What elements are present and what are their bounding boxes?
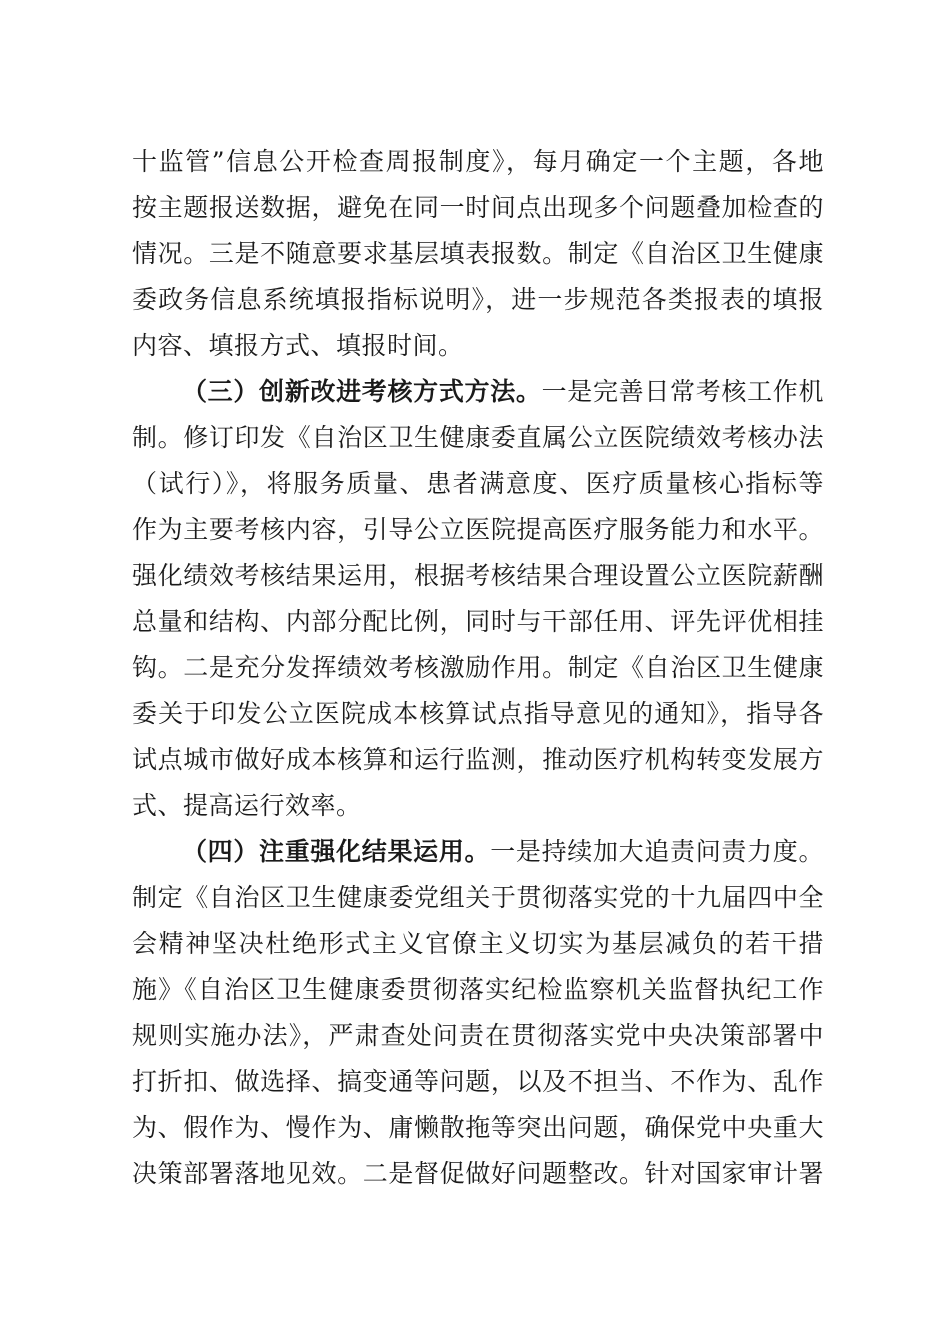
section-heading-3: （三）创新改进考核方式方法。 (182, 377, 542, 406)
paragraph-2-line-10: 式、提高运行效率。 (132, 791, 362, 820)
paragraph-3-line-8: 决策部署落地见效。二是督促做好问题整改。针对国家审计署 (132, 1159, 824, 1188)
paragraph-1-line-1: 十监管”信息公开检查周报制度》，每月确定一个主题，各地 (132, 147, 824, 176)
paragraph-1-line-2: 按主题报送数据，避免在同一时间点出现多个问题叠加检查的 (132, 193, 824, 222)
paragraph-3-first-line-text: 一是持续加大追责问责力度。 (490, 837, 824, 866)
paragraph-3-line-2: 制定《自治区卫生健康委党组关于贯彻落实党的十九届四中全 (132, 883, 824, 912)
paragraph-2-line-6: 总量和结构、内部分配比例，同时与干部任用、评先评优相挂 (132, 607, 824, 636)
paragraph-2-line-3: （试行）》，将服务质量、患者满意度、医疗质量核心指标等 (132, 469, 824, 498)
paragraph-2-line-9: 试点城市做好成本核算和运行监测，推动医疗机构转变发展方 (132, 745, 824, 774)
paragraph-3-line-3: 会精神坚决杜绝形式主义官僚主义切实为基层减负的若干措 (132, 929, 824, 958)
paragraph-2-first-line-text: 一是完善日常考核工作机 (541, 377, 824, 406)
paragraph-1-line-4: 委政务信息系统填报指标说明》，进一步规范各类报表的填报 (132, 285, 824, 314)
paragraph-3-line-5: 规则实施办法》，严肃查处问责在贯彻落实党中央决策部署中 (132, 1021, 824, 1050)
paragraph-3-line-6: 打折扣、做选择、搞变通等问题，以及不担当、不作为、乱作 (132, 1067, 824, 1096)
paragraph-3-first-line (182, 829, 824, 875)
paragraph-2-line-7: 钩。二是充分发挥绩效考核激励作用。制定《自治区卫生健康 (132, 653, 824, 682)
paragraph-1-line-3: 情况。三是不随意要求基层填表报数。制定《自治区卫生健康 (132, 239, 824, 268)
paragraph-1-line-5: 内容、填报方式、填报时间。 (132, 331, 464, 360)
paragraph-2-line-5: 强化绩效考核结果运用，根据考核结果合理设置公立医院薪酬 (132, 561, 824, 590)
paragraph-2-first-line (182, 369, 824, 415)
paragraph-2-line-4: 作为主要考核内容，引导公立医院提高医疗服务能力和水平。 (132, 515, 824, 544)
paragraph-2-line-8: 委关于印发公立医院成本核算试点指导意见的通知》，指导各 (132, 699, 824, 728)
paragraph-2-line-2: 制。修订印发《自治区卫生健康委直属公立医院绩效考核办法 (132, 423, 824, 452)
section-heading-4: （四）注重强化结果运用。 (182, 837, 491, 866)
paragraph-3-line-7: 为、假作为、慢作为、庸懒散拖等突出问题，确保党中央重大 (132, 1113, 824, 1142)
paragraph-3-line-4: 施》《自治区卫生健康委贯彻落实纪检监察机关监督执纪工作 (132, 975, 824, 1004)
